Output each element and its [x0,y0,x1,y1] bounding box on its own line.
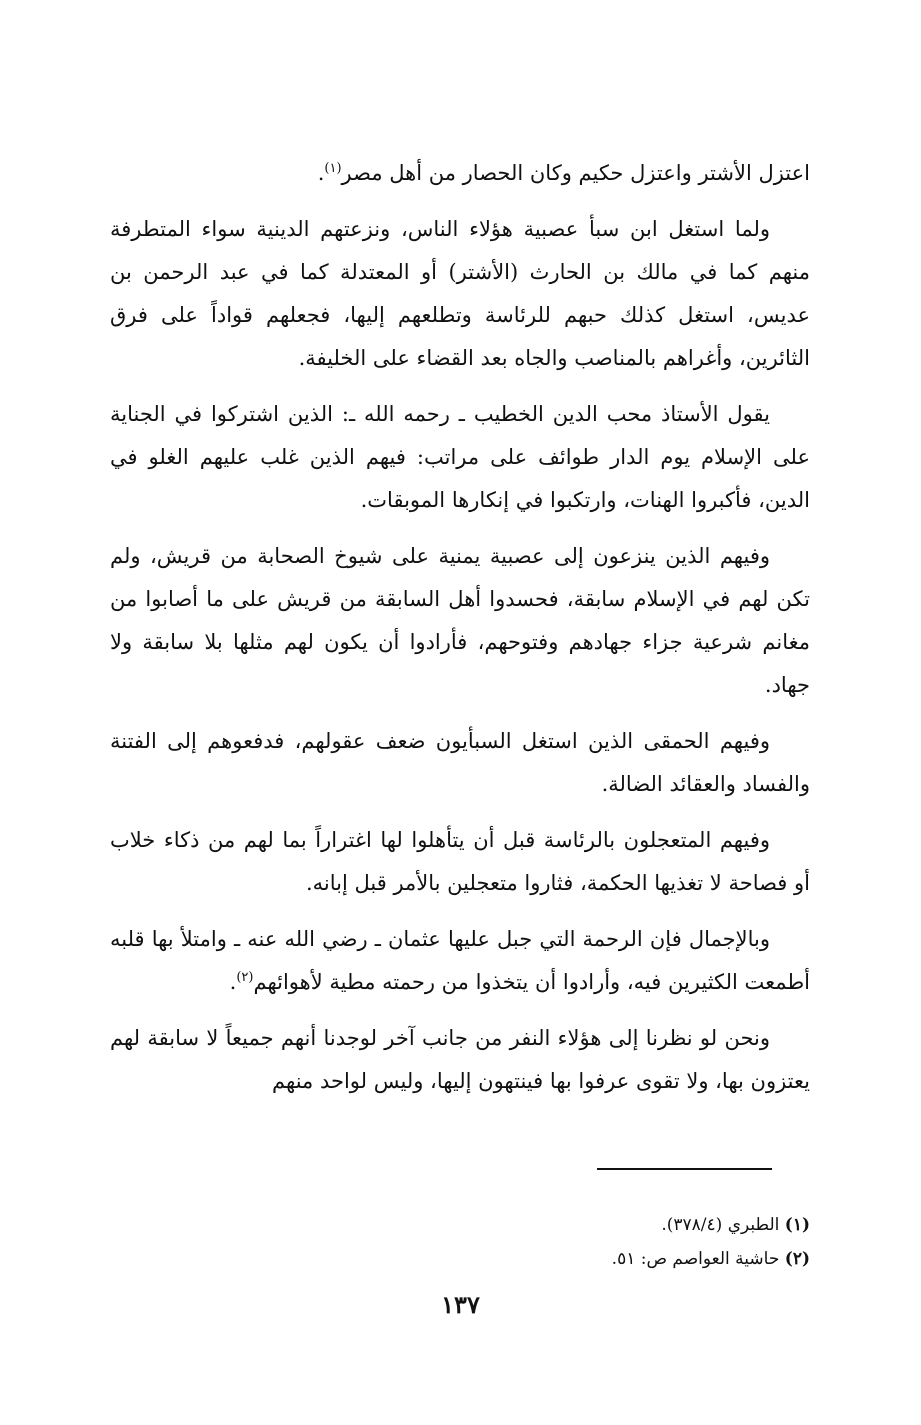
paragraph-2: ولما استغل ابن سبأ عصبية هؤلاء الناس، ونزعتهم الدينية سواء المتطرفة منهم كما في مالك بن الحارث (الأشتر) أو المعتدلة كما في عبد الرحمن بن عديس، استغل كذلك حبهم للرئاسة وتطلعهم إليها، فجعلهم قواداً على فرق الثائرين، وأغراهم بالمناصب والجاه بعد القضاء على الخليفة. [110,217,810,370]
footnote-ref-2: (٢) [236,970,254,985]
footnote-2: (٢) حاشية العواصم ص: ٥١. [611,1249,810,1269]
footnote-ref-1: (١) [324,161,342,176]
footnote-separator [597,1168,772,1170]
body-text [110,152,810,1116]
paragraph-4: وفيهم الذين ينزعون إلى عصبية يمنية على شيوخ الصحابة من قريش، ولم تكن لهم في الإسلام سابقة، فحسدوا أهل السابقة من قريش على ما أصابوا من مغانم شرعية جزاء جهادهم وفتوحهم، فأرادوا أن يكون لهم مثلها بلا سابقة ولا جهاد. [110,544,810,697]
paragraph-8: ونحن لو نظرنا إلى هؤلاء النفر من جانب آخر لوجدنا أنهم جميعاً لا سابقة لهم يعتزون بها، ولا تقوى عرفوا بها فينتهون إليها، وليس لواحد منهم [110,1026,810,1093]
paragraph-3: يقول الأستاذ محب الدين الخطيب ـ رحمه الله ـ: الذين اشتركوا في الجناية على الإسلام يوم الدار طوائف على مراتب: فيهم الذين غلب عليهم الغلو في الدين، فأكبروا الهنات، وارتكبوا في إنكارها الموبقات. [110,402,810,512]
paragraph-5: وفيهم الحمقى الذين استغل السبأيون ضعف عقولهم، فدفعوهم إلى الفتنة والفساد والعقائد الضالة. [110,729,810,796]
paragraph-1: اعتزل الأشتر واعتزل حكيم وكان الحصار من أهل مصر$^{(١)}$. [317,161,810,185]
page-number: ١٣٧ [441,1290,480,1319]
footnote-1: (١) الطبري (٣٧٨/٤). [661,1215,810,1235]
paragraph-7: وبالإجمال فإن الرحمة التي جبل عليها عثمان ـ رضي الله عنه ـ وامتلأ بها قلبه أطمعت الكثيرين فيه، وأرادوا أن يتخذوا من رحمته مطية لأهوائهم$^{(٢)}$. [110,927,810,994]
paragraph-6: وفيهم المتعجلون بالرئاسة قبل أن يتأهلوا لها اغتراراً بما لهم من ذكاء خلاب أو فصاحة لا تغذيها الحكمة، فثاروا متعجلين بالأمر قبل إبانه. [110,828,810,895]
footnotes [110,1208,810,1276]
